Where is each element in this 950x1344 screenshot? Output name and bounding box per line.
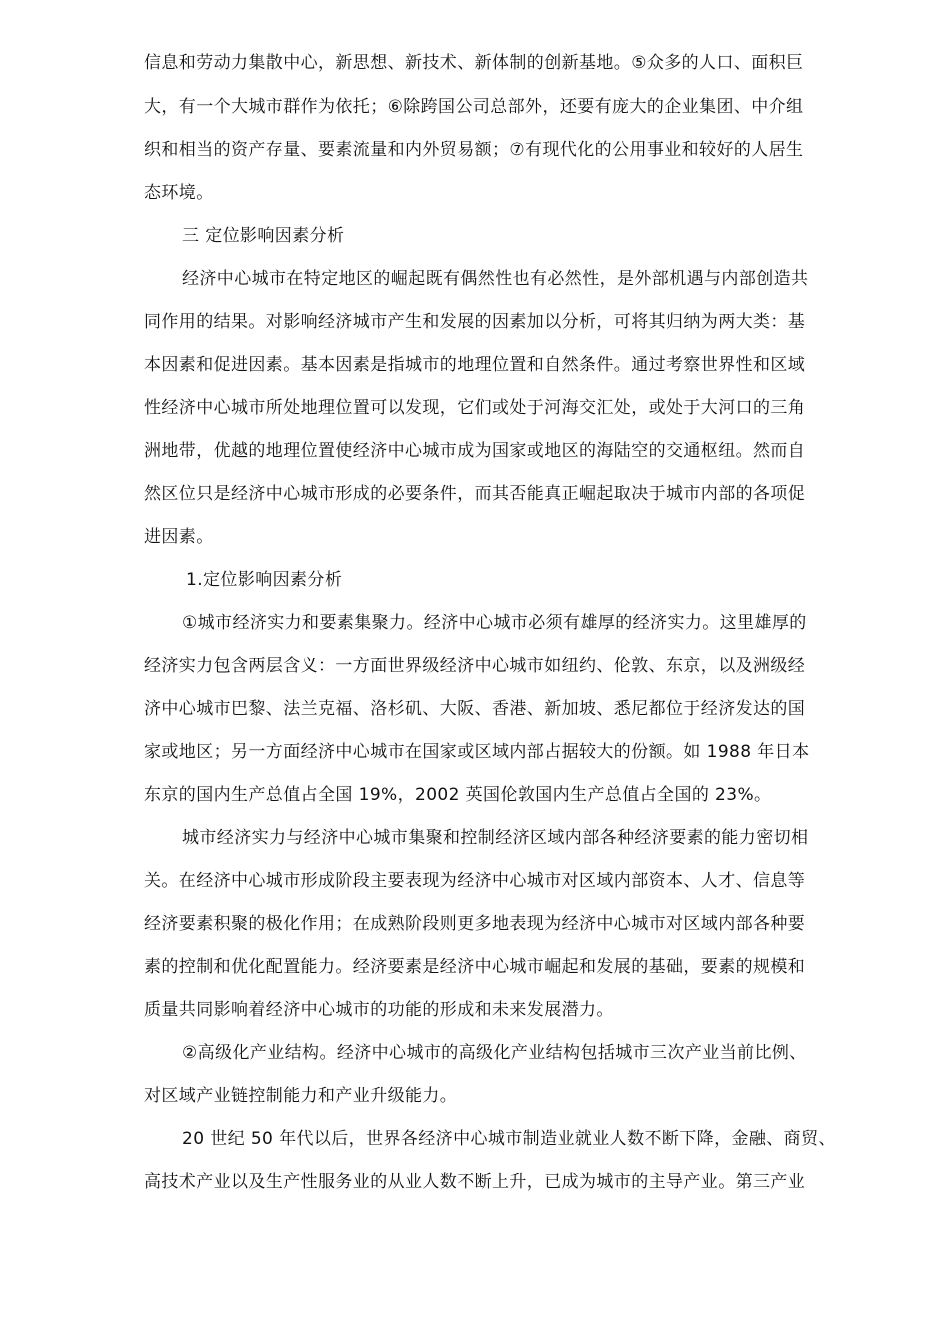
text-line: 关。在经济中心城市形成阶段主要表现为经济中心城市对区域内部资本、人才、信息等 — [144, 871, 806, 891]
text-line: 20 世纪 50 年代以后，世界各经济中心城市制造业就业人数不断下降，金融、商贸、 — [182, 1129, 836, 1149]
text-line: ①城市经济实力和要素集聚力。经济中心城市必须有雄厚的经济实力。这里雄厚的 — [182, 613, 807, 633]
text-line: 经济实力包含两层含义：一方面世界级经济中心城市如纽约、伦敦、东京，以及洲级经 — [144, 656, 806, 676]
text-line: 然区位只是经济中心城市形成的必要条件，而其否能真正崛起取决于城市内部的各项促 — [144, 484, 806, 504]
text-line: 经济中心城市在特定地区的崛起既有偶然性也有必然性，是外部机遇与内部创造共 — [182, 269, 809, 289]
text-line: 对区域产业链控制能力和产业升级能力。 — [144, 1086, 458, 1106]
subsection-heading: 1.定位影响因素分析 — [186, 570, 343, 590]
text-line: 家或地区；另一方面经济中心城市在国家或区域内部占据较大的份额。如 1988 年日本 — [144, 742, 810, 762]
text-line: 同作用的结果。对影响经济城市产生和发展的因素加以分析，可将其归纳为两大类：基 — [144, 312, 806, 332]
text-line: 大，有一个大城市群作为依托；⑥除跨国公司总部外，还要有庞大的企业集团、中介组 — [144, 97, 804, 117]
text-line: 东京的国内生产总值占全国 19%，2002 英国伦敦国内生产总值占全国的 23%。 — [144, 785, 772, 805]
text-line: ②高级化产业结构。经济中心城市的高级化产业结构包括城市三次产业当前比例、 — [182, 1043, 807, 1063]
text-line: 信息和劳动力集散中心，新思想、新技术、新体制的创新基地。⑤众多的人口、面积巨 — [144, 53, 804, 73]
text-line: 进因素。 — [144, 527, 214, 547]
text-line: 态环境。 — [144, 183, 214, 203]
text-line: 质量共同影响着经济中心城市的功能的形成和未来发展潜力。 — [144, 1000, 614, 1020]
text-line: 洲地带，优越的地理位置使经济中心城市成为国家或地区的海陆空的交通枢纽。然而自 — [144, 441, 806, 461]
text-line: 经济要素积聚的极化作用；在成熟阶段则更多地表现为经济中心城市对区域内部各种要 — [144, 914, 806, 934]
text-line: 素的控制和优化配置能力。经济要素是经济中心城市崛起和发展的基础，要素的规模和 — [144, 957, 806, 977]
text-line: 本因素和促进因素。基本因素是指城市的地理位置和自然条件。通过考察世界性和区域 — [144, 355, 806, 375]
section-heading: 三 定位影响因素分析 — [182, 226, 345, 246]
text-line: 高技术产业以及生产性服务业的从业人数不断上升，已成为城市的主导产业。第三产业 — [144, 1172, 806, 1192]
text-line: 济中心城市巴黎、法兰克福、洛杉矶、大阪、香港、新加坡、悉尼都位于经济发达的国 — [144, 699, 806, 719]
text-line: 织和相当的资产存量、要素流量和内外贸易额；⑦有现代化的公用事业和较好的人居生 — [144, 140, 804, 160]
text-line: 性经济中心城市所处地理位置可以发现，它们或处于河海交汇处，或处于大河口的三角 — [144, 398, 806, 418]
text-line: 城市经济实力与经济中心城市集聚和控制经济区域内部各种经济要素的能力密切相 — [182, 828, 809, 848]
